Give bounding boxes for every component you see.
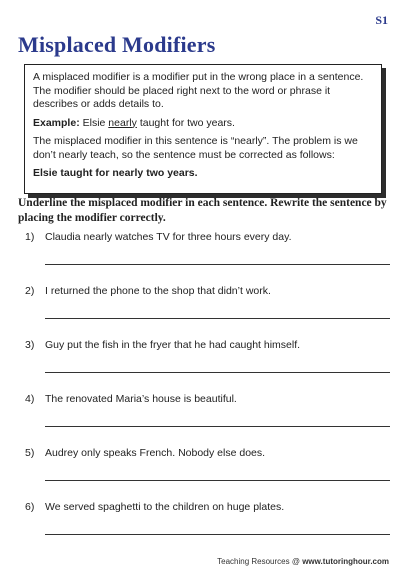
item-number: 6) bbox=[25, 501, 35, 513]
answer-line[interactable] bbox=[45, 426, 390, 427]
item-sentence: Guy put the fish in the fryer that he had caught himself. bbox=[45, 339, 301, 351]
item-number: 1) bbox=[25, 231, 35, 243]
example-modifier: nearly bbox=[108, 116, 137, 129]
exercise-item bbox=[25, 231, 390, 285]
answer-line[interactable] bbox=[45, 372, 390, 373]
item-number: 4) bbox=[25, 393, 35, 405]
item-number: 3) bbox=[25, 339, 35, 351]
example-label: Example: bbox=[33, 116, 80, 129]
example-line bbox=[33, 117, 373, 131]
exercise-list bbox=[25, 231, 390, 555]
answer-line[interactable] bbox=[45, 480, 390, 481]
item-sentence: Audrey only speaks French. Nobody else does. bbox=[45, 447, 266, 459]
corrected-sentence: Elsie taught for nearly two years. bbox=[33, 167, 198, 179]
page-code: S1 bbox=[375, 13, 388, 27]
answer-line[interactable] bbox=[45, 264, 390, 265]
exercise-item bbox=[25, 393, 390, 447]
exercise-item bbox=[25, 447, 390, 501]
answer-line[interactable] bbox=[45, 318, 390, 319]
example-before: Elsie bbox=[82, 116, 106, 129]
item-sentence: The renovated Maria’s house is beautiful. bbox=[45, 393, 237, 405]
footer-site: www.tutoringhour.com bbox=[302, 557, 389, 566]
instruction-text: Underline the misplaced modifier in each sentence. Rewrite the sentence by placing the modifier correctly. bbox=[18, 197, 387, 224]
footer bbox=[217, 557, 389, 566]
item-number: 5) bbox=[25, 447, 35, 459]
item-sentence: Claudia nearly watches TV for three hours every day. bbox=[45, 231, 292, 243]
explanation-text: The misplaced modifier in this sentence is “nearly”. The problem is we don’t nearly teach, so the sentence must be corrected as follows: bbox=[33, 135, 358, 161]
exercise-item bbox=[25, 339, 390, 393]
definition-text: A misplaced modifier is a modifier put in the wrong place in a sentence. The modifier should be placed right next to the word or phrase it describes or adds details to. bbox=[33, 71, 364, 110]
definition-box bbox=[24, 64, 382, 194]
example-after: taught for two years. bbox=[139, 116, 235, 129]
item-sentence: We served spaghetti to the children on huge plates. bbox=[45, 501, 285, 513]
page-title: Misplaced Modifiers bbox=[18, 32, 216, 57]
item-sentence: I returned the phone to the shop that didn’t work. bbox=[45, 285, 271, 297]
footer-label: Teaching Resources @ bbox=[217, 557, 300, 566]
exercise-item bbox=[25, 285, 390, 339]
answer-line[interactable] bbox=[45, 534, 390, 535]
item-number: 2) bbox=[25, 285, 35, 297]
exercise-item bbox=[25, 501, 390, 555]
